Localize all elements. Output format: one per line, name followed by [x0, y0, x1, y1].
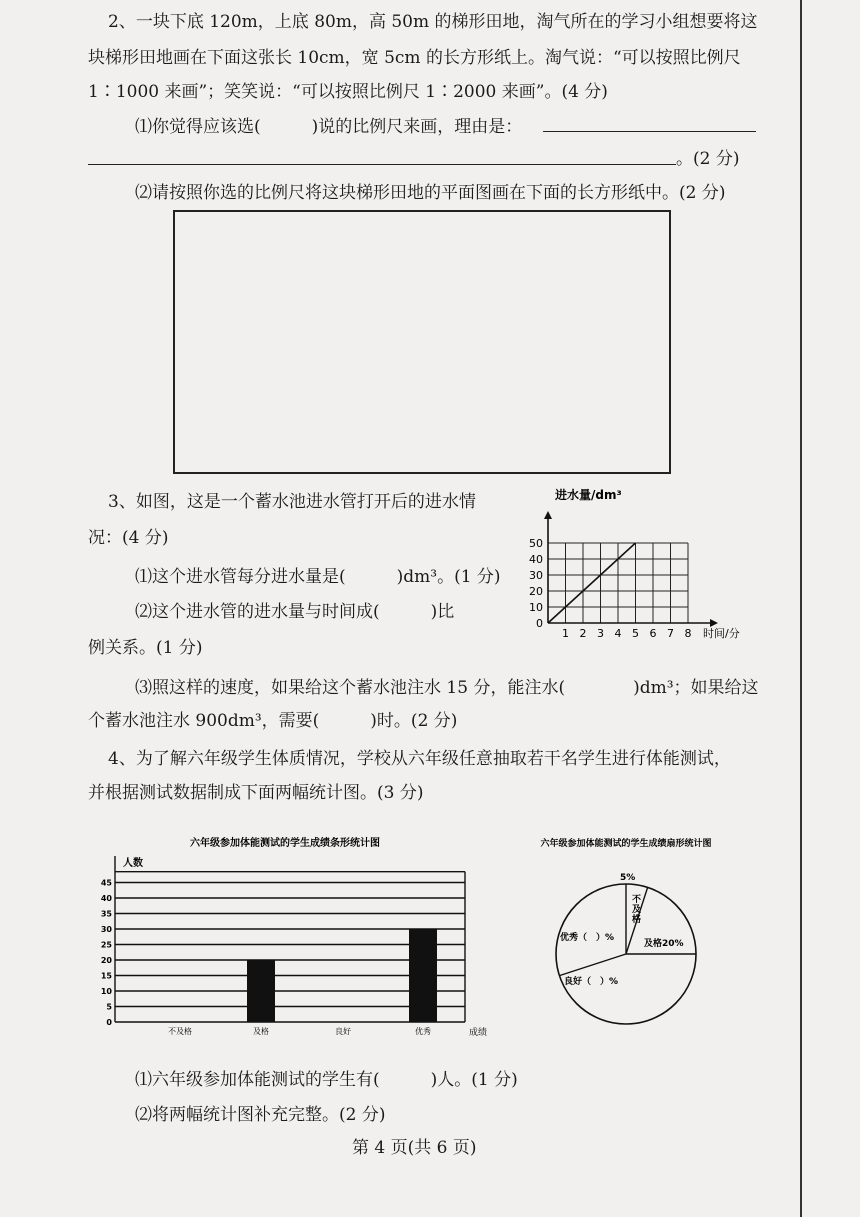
bar-category-label: 不及格 [168, 1027, 192, 1036]
q2-sub1-end: 。(2 分) [676, 149, 740, 169]
line-chart-xlabel: 时间/分 [703, 627, 740, 640]
q4-line2: 并根据测试数据制成下面两幅统计图。(3 分) [88, 783, 424, 803]
q2-answer-line1[interactable] [543, 131, 756, 132]
y-tick-label: 20 [529, 585, 543, 598]
bar-y-tick-label: 40 [100, 894, 112, 903]
q4-sub1: ⑴六年级参加体能测试的学生有( )人。(1 分) [135, 1070, 518, 1090]
x-tick-label: 7 [667, 627, 674, 640]
q3-line2: 况：(4 分) [88, 528, 169, 548]
y-tick-label: 40 [529, 553, 543, 566]
bar-chart-xlabel: 成绩 [469, 1028, 488, 1038]
q2-sub1: ⑴你觉得应该选( )说的比例尺来画，理由是： [135, 117, 523, 137]
bar-1 [247, 960, 275, 1022]
y-tick-label: 30 [529, 569, 543, 582]
x-tick-label: 6 [649, 627, 657, 640]
bar-y-tick-label: 35 [100, 909, 112, 919]
q3-sub3b: 个蓄水池注水 900dm³，需要( )时。(2 分) [88, 711, 458, 731]
score-bar-chart [85, 830, 505, 1045]
x-axis-arrow [710, 619, 718, 627]
q2-line1: 2、一块下底 120m，上底 80m，高 50m 的梯形田地，淘气所在的学习小组想要将这 [108, 12, 758, 32]
y-axis-arrow [544, 511, 552, 519]
y-tick-label: 50 [529, 537, 543, 550]
bar-category-label: 及格 [253, 1027, 269, 1036]
pie-chart-title: 六年级参加体能测试的学生成绩扇形统计图 [540, 839, 712, 849]
x-tick-label: 3 [597, 627, 604, 640]
inflow-line [548, 543, 636, 623]
pie-label-fail-char: 及 [632, 905, 642, 915]
pie-label-excellent: 优秀（ ）% [560, 933, 615, 943]
water-inflow-line-chart [500, 485, 780, 650]
q2-line3: 1∶1000 来画”；笑笑说：“可以按照比例尺 1∶2000 来画”。(4 分) [88, 82, 608, 102]
page-footer: 第 4 页(共 6 页) [352, 1138, 477, 1158]
bar-y-tick-label: 45 [100, 878, 112, 888]
bar-y-tick-label: 20 [100, 956, 112, 965]
bar-category-label: 良好 [335, 1027, 351, 1036]
q3-sub2b: 例关系。(1 分) [88, 638, 203, 658]
bar-y-tick-label: 15 [100, 971, 112, 981]
x-tick-label: 5 [632, 627, 639, 640]
drawing-rectangle[interactable] [173, 210, 671, 474]
pie-label-pass: 及格20% [644, 939, 684, 949]
line-chart-ylabel: 进水量/dm³ [555, 488, 622, 502]
margin-rule [800, 0, 802, 1217]
pie-label-fail-char: 格 [632, 915, 642, 925]
x-tick-label: 2 [579, 627, 587, 640]
bar-y-tick-label: 5 [106, 1002, 112, 1012]
x-tick-label: 1 [562, 627, 569, 640]
pie-radius-3 [559, 954, 626, 976]
line-chart-series [548, 543, 636, 623]
bar-y-tick-label: 25 [100, 940, 112, 950]
bar-y-tick-label: 0 [106, 1018, 112, 1027]
line-chart-axes [544, 511, 718, 627]
pie-label-good: 良好（ ）% [564, 977, 619, 987]
bar-category-label: 优秀 [415, 1027, 431, 1036]
q4-sub2: ⑵将两幅统计图补充完整。(2 分) [135, 1105, 386, 1125]
bar-y-tick-label: 30 [100, 925, 112, 934]
q3-sub3a: ⑶照这样的速度，如果给这个蓄水池注水 15 分，能注水( )dm³；如果给这 [135, 678, 759, 698]
pie-label-fail-pct: 5% [620, 873, 636, 883]
line-chart-grid [548, 543, 688, 623]
q4-line1: 4、为了解六年级学生体质情况，学校从六年级任意抽取若干名学生进行体能测试， [108, 749, 731, 769]
bar-chart-title: 六年级参加体能测试的学生成绩条形统计图 [190, 838, 380, 849]
bar-chart-ylabel: 人数 [123, 858, 143, 869]
y-tick-label: 10 [529, 601, 543, 614]
pie-label-fail-char: 不 [632, 895, 642, 905]
pie-chart-slices [556, 884, 696, 1024]
q3-sub2a: ⑵这个进水管的进水量与时间成( )比 [135, 602, 455, 622]
q2-line2: 块梯形田地画在下面这张长 10cm，宽 5cm 的长方形纸上。淘气说：“可以按照比例尺 [88, 48, 741, 68]
x-tick-label: 4 [614, 627, 622, 640]
q3-sub1: ⑴这个进水管每分进水量是( )dm³。(1 分) [135, 567, 501, 587]
score-pie-chart [520, 830, 770, 1045]
line-chart-ticks [529, 537, 692, 640]
y-tick-label: 0 [536, 617, 543, 630]
bar-3 [409, 929, 437, 1022]
x-tick-label: 8 [684, 627, 692, 640]
q2-sub2: ⑵请按照你选的比例尺将这块梯形田地的平面图画在下面的长方形纸中。(2 分) [135, 183, 726, 203]
q2-answer-line2[interactable] [88, 164, 676, 165]
q3-line1: 3、如图，这是一个蓄水池进水管打开后的进水情 [108, 492, 476, 512]
bar-y-tick-label: 10 [100, 987, 112, 996]
